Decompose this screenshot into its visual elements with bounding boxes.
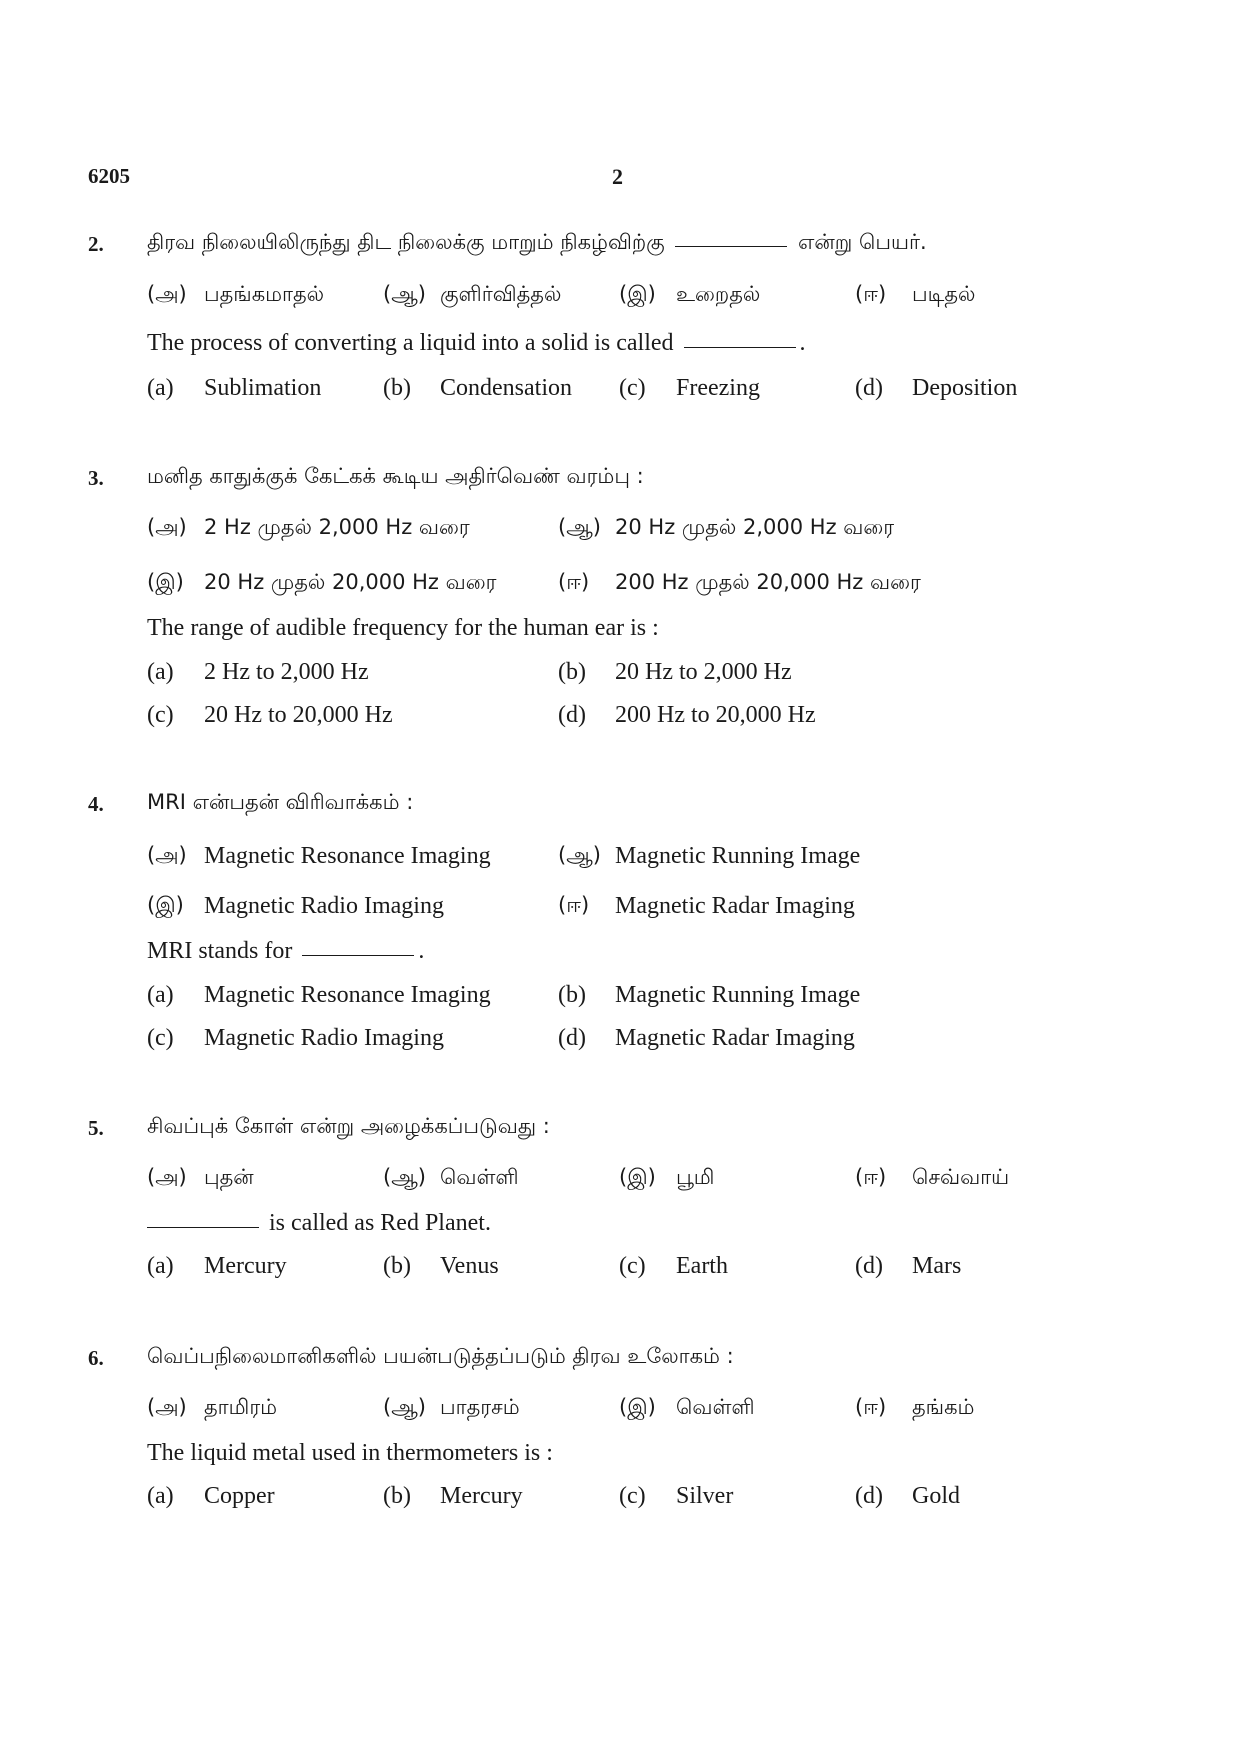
question-number: 5.	[88, 1116, 104, 1140]
option-text: Magnetic Radar Imaging	[615, 893, 855, 919]
option-label: (a)	[147, 1253, 174, 1279]
english-question	[147, 1210, 491, 1237]
option-label: (c)	[147, 702, 174, 728]
option-label: (d)	[855, 1253, 883, 1279]
option-label: (a)	[147, 1483, 174, 1509]
option-label: (இ)	[619, 1165, 656, 1189]
option-label: (a)	[147, 982, 174, 1008]
option-text: 200 Hz முதல் 20,000 Hz வரை	[615, 570, 921, 594]
option-label: (ஆ)	[558, 843, 601, 867]
option-label: (ஈ)	[558, 570, 590, 594]
answer-blank	[302, 955, 414, 956]
tamil-question: வெப்பநிலைமானிகளில் பயன்படுத்தப்படும் திரவ உலோகம் :	[147, 1344, 734, 1368]
option-text: செவ்வாய்	[912, 1165, 1010, 1189]
tamil-question: மனித காதுக்குக் கேட்கக் கூடிய அதிர்வெண் வரம்பு :	[147, 464, 644, 488]
option-label: (a)	[147, 375, 174, 401]
option-label: (b)	[383, 1483, 411, 1509]
option-label: (இ)	[619, 282, 656, 306]
option-text: புதன்	[204, 1165, 254, 1189]
option-text: Gold	[912, 1483, 960, 1509]
option-text: Magnetic Resonance Imaging	[204, 982, 491, 1008]
option-label: (ஆ)	[383, 1165, 426, 1189]
english-question-text: MRI stands for	[147, 938, 293, 964]
option-text: Magnetic Radio Imaging	[204, 1025, 444, 1051]
option-label: (இ)	[619, 1395, 656, 1419]
option-label: (c)	[619, 375, 646, 401]
answer-blank	[675, 246, 787, 247]
english-question-text: .	[799, 330, 806, 356]
english-question-text: is called as Red Planet.	[269, 1210, 491, 1236]
option-text: Magnetic Running Image	[615, 982, 861, 1008]
english-question: The liquid metal used in thermometers is :	[147, 1440, 553, 1466]
option-label: (d)	[855, 1483, 883, 1509]
option-text: Deposition	[912, 375, 1018, 401]
option-label: (a)	[147, 659, 174, 685]
question-number: 6.	[88, 1346, 104, 1370]
option-text: Mercury	[440, 1483, 523, 1509]
option-label: (ஆ)	[558, 515, 601, 539]
option-text: Magnetic Resonance Imaging	[204, 843, 491, 869]
option-text: வெள்ளி	[676, 1395, 755, 1419]
option-text: பதங்கமாதல்	[204, 282, 325, 306]
paper-code: 6205	[88, 164, 130, 188]
tamil-question-text: திரவ நிலையிலிருந்து திட நிலைக்கு மாறும் நிகழ்விற்கு	[147, 230, 665, 254]
option-text: Silver	[676, 1483, 734, 1509]
option-text: தாமிரம்	[204, 1395, 278, 1419]
option-label: (அ)	[147, 843, 187, 867]
option-text: 20 Hz to 20,000 Hz	[204, 702, 393, 728]
option-label: (b)	[558, 659, 586, 685]
tamil-question-text: என்று பெயர்.	[798, 230, 927, 254]
tamil-question: MRI என்பதன் விரிவாக்கம் :	[147, 790, 414, 814]
option-text: 20 Hz to 2,000 Hz	[615, 659, 792, 685]
option-text: Sublimation	[204, 375, 322, 401]
question-number: 2.	[88, 232, 104, 256]
option-text: தங்கம்	[912, 1395, 975, 1419]
option-text: வெள்ளி	[440, 1165, 519, 1189]
option-text: Venus	[440, 1253, 499, 1279]
option-text: Copper	[204, 1483, 275, 1509]
option-text: Magnetic Running Image	[615, 843, 861, 869]
option-label: (d)	[855, 375, 883, 401]
option-label: (ஆ)	[383, 282, 426, 306]
question-number: 3.	[88, 466, 104, 490]
option-text: 20 Hz முதல் 2,000 Hz வரை	[615, 515, 895, 539]
option-text: பாதரசம்	[440, 1395, 520, 1419]
option-label: (அ)	[147, 282, 187, 306]
option-text: Magnetic Radar Imaging	[615, 1025, 855, 1051]
option-label: (d)	[558, 702, 586, 728]
option-text: Mercury	[204, 1253, 287, 1279]
english-question-text: .	[418, 938, 425, 964]
option-label: (d)	[558, 1025, 586, 1051]
tamil-question	[147, 230, 927, 257]
option-label: (அ)	[147, 1165, 187, 1189]
answer-blank	[147, 1227, 259, 1228]
option-text: குளிர்வித்தல்	[440, 282, 562, 306]
option-label: (அ)	[147, 515, 187, 539]
option-text: பூமி	[676, 1165, 715, 1189]
option-text: உறைதல்	[676, 282, 761, 306]
option-label: (இ)	[147, 893, 184, 917]
option-label: (b)	[383, 1253, 411, 1279]
option-label: (ஆ)	[383, 1395, 426, 1419]
option-text: Condensation	[440, 375, 572, 401]
page-number: 2	[612, 164, 623, 189]
english-question	[147, 330, 806, 357]
english-question	[147, 938, 424, 965]
english-question: The range of audible frequency for the human ear is :	[147, 615, 659, 641]
option-text: Mars	[912, 1253, 962, 1279]
option-label: (ஈ)	[855, 1395, 887, 1419]
option-text: 2 Hz முதல் 2,000 Hz வரை	[204, 515, 470, 539]
english-question-text: The process of converting a liquid into a solid is called	[147, 330, 674, 356]
option-label: (அ)	[147, 1395, 187, 1419]
option-text: 20 Hz முதல் 20,000 Hz வரை	[204, 570, 497, 594]
option-label: (இ)	[147, 570, 184, 594]
option-text: Magnetic Radio Imaging	[204, 893, 444, 919]
option-label: (b)	[558, 982, 586, 1008]
tamil-question: சிவப்புக் கோள் என்று அழைக்கப்படுவது :	[147, 1114, 550, 1138]
option-text: 2 Hz to 2,000 Hz	[204, 659, 369, 685]
answer-blank	[684, 347, 796, 348]
question-number: 4.	[88, 792, 104, 816]
option-label: (b)	[383, 375, 411, 401]
option-label: (c)	[619, 1253, 646, 1279]
option-text: 200 Hz to 20,000 Hz	[615, 702, 816, 728]
option-label: (ஈ)	[558, 893, 590, 917]
option-label: (ஈ)	[855, 282, 887, 306]
option-label: (c)	[147, 1025, 174, 1051]
option-text: படிதல்	[912, 282, 976, 306]
option-label: (c)	[619, 1483, 646, 1509]
option-label: (ஈ)	[855, 1165, 887, 1189]
option-text: Earth	[676, 1253, 728, 1279]
option-text: Freezing	[676, 375, 760, 401]
